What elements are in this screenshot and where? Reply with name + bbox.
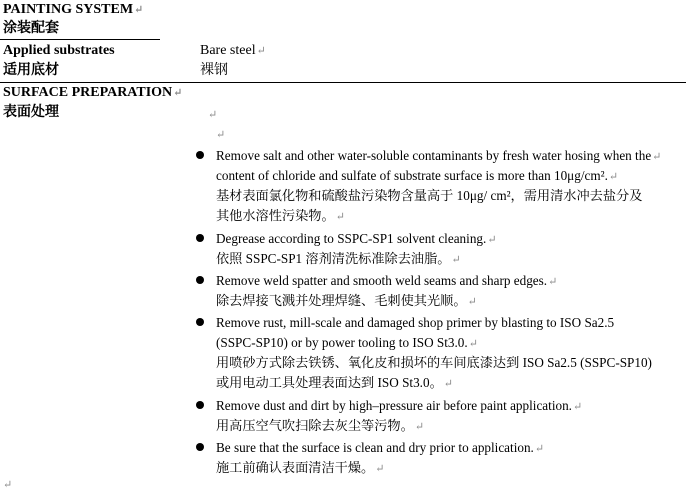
- paragraph-mark-icon: ↵: [652, 151, 662, 163]
- item-2-en-line1: Degrease according to SSPC-SP1 solvent cleaning.↵: [216, 231, 497, 246]
- paragraph-mark-icon: ↵: [208, 109, 218, 121]
- section-title-en: PAINTING SYSTEM↵: [3, 2, 144, 17]
- header-underline: [0, 39, 160, 40]
- item-4-cn-line1: 用喷砂方式除去铁锈、氧化皮和损坏的车间底漆达到 ISO Sa2.5 (SSPC-SP10): [216, 355, 652, 370]
- substrates-value-en: Bare steel↵: [200, 43, 266, 58]
- bullet-icon: [196, 276, 204, 284]
- paragraph-mark-icon: ↵: [216, 129, 226, 141]
- section-title-cn: 涂装配套: [3, 21, 59, 36]
- item-4-cn-line2: 或用电动工具处理表面达到 ISO St3.0。↵: [216, 375, 453, 390]
- item-2-cn-line1: 依照 SSPC-SP1 溶剂清洗标准除去油脂。↵: [216, 251, 461, 266]
- paragraph-mark-icon: ↵: [414, 421, 425, 433]
- paragraph-mark-icon: ↵: [548, 276, 558, 288]
- item-1-en-line2: content of chloride and sulfate of substrate surface is more than 10μg/cm².↵: [216, 168, 619, 183]
- paragraph-mark-icon: ↵: [3, 479, 13, 491]
- item-1-cn-line2: 其他水溶性污染物。↵: [216, 208, 345, 223]
- item-4-en-line2: (SSPC-SP10) or by power tooling to ISO St3.0.↵: [216, 335, 478, 350]
- paragraph-mark-icon: ↵: [134, 4, 144, 16]
- bullet-icon: [196, 151, 204, 159]
- substrates-label-cn: 适用底材: [3, 63, 59, 78]
- bullet-icon: [196, 401, 204, 409]
- section-divider: [0, 82, 686, 83]
- paragraph-mark-icon: ↵: [467, 296, 477, 308]
- paragraph-mark-icon: ↵: [608, 171, 619, 183]
- paragraph-mark-icon: ↵: [375, 463, 385, 475]
- item-3-cn-line1: 除去焊接飞溅并处理焊缝、毛刺使其光顺。↵: [216, 293, 477, 308]
- paragraph-mark-icon: ↵: [487, 234, 497, 246]
- item-6-cn-line1: 施工前确认表面清洁干燥。↵: [216, 460, 385, 475]
- substrates-value-cn: 裸钢: [200, 63, 228, 78]
- bullet-icon: [196, 234, 204, 242]
- paragraph-mark-icon: ↵: [451, 254, 461, 266]
- paragraph-mark-icon: ↵: [572, 401, 583, 413]
- prep-title-en: SURFACE PREPARATION↵: [3, 85, 183, 100]
- paragraph-mark-icon: ↵: [173, 87, 183, 99]
- item-3-en-line1: Remove weld spatter and smooth weld seams and sharp edges.↵: [216, 273, 558, 288]
- item-5-en-line1: Remove dust and dirt by high–pressure air before paint application.↵: [216, 398, 583, 413]
- item-1-en-line1: Remove salt and other water-soluble contaminants by fresh water hosing when the↵: [216, 148, 662, 163]
- item-6-en-line1: Be sure that the surface is clean and dry prior to application.↵: [216, 440, 545, 455]
- bullet-icon: [196, 443, 204, 451]
- item-5-cn-line1: 用高压空气吹扫除去灰尘等污物。↵: [216, 418, 425, 433]
- paragraph-mark-icon: ↵: [468, 338, 478, 350]
- paragraph-mark-icon: ↵: [256, 45, 266, 57]
- item-1-cn-line1: 基材表面氯化物和硫酸盐污染物含量高于 10μg/ cm²，需用清水冲去盐分及: [216, 188, 643, 203]
- paragraph-mark-icon: ↵: [534, 443, 545, 455]
- paragraph-mark-icon: ↵: [335, 211, 345, 223]
- bullet-icon: [196, 318, 204, 326]
- item-4-en-line1: Remove rust, mill-scale and damaged shop primer by blasting to ISO Sa2.5: [216, 315, 615, 330]
- prep-title-cn: 表面处理: [3, 105, 59, 120]
- substrates-label-en: Applied substrates: [3, 43, 115, 58]
- paragraph-mark-icon: ↵: [443, 378, 453, 390]
